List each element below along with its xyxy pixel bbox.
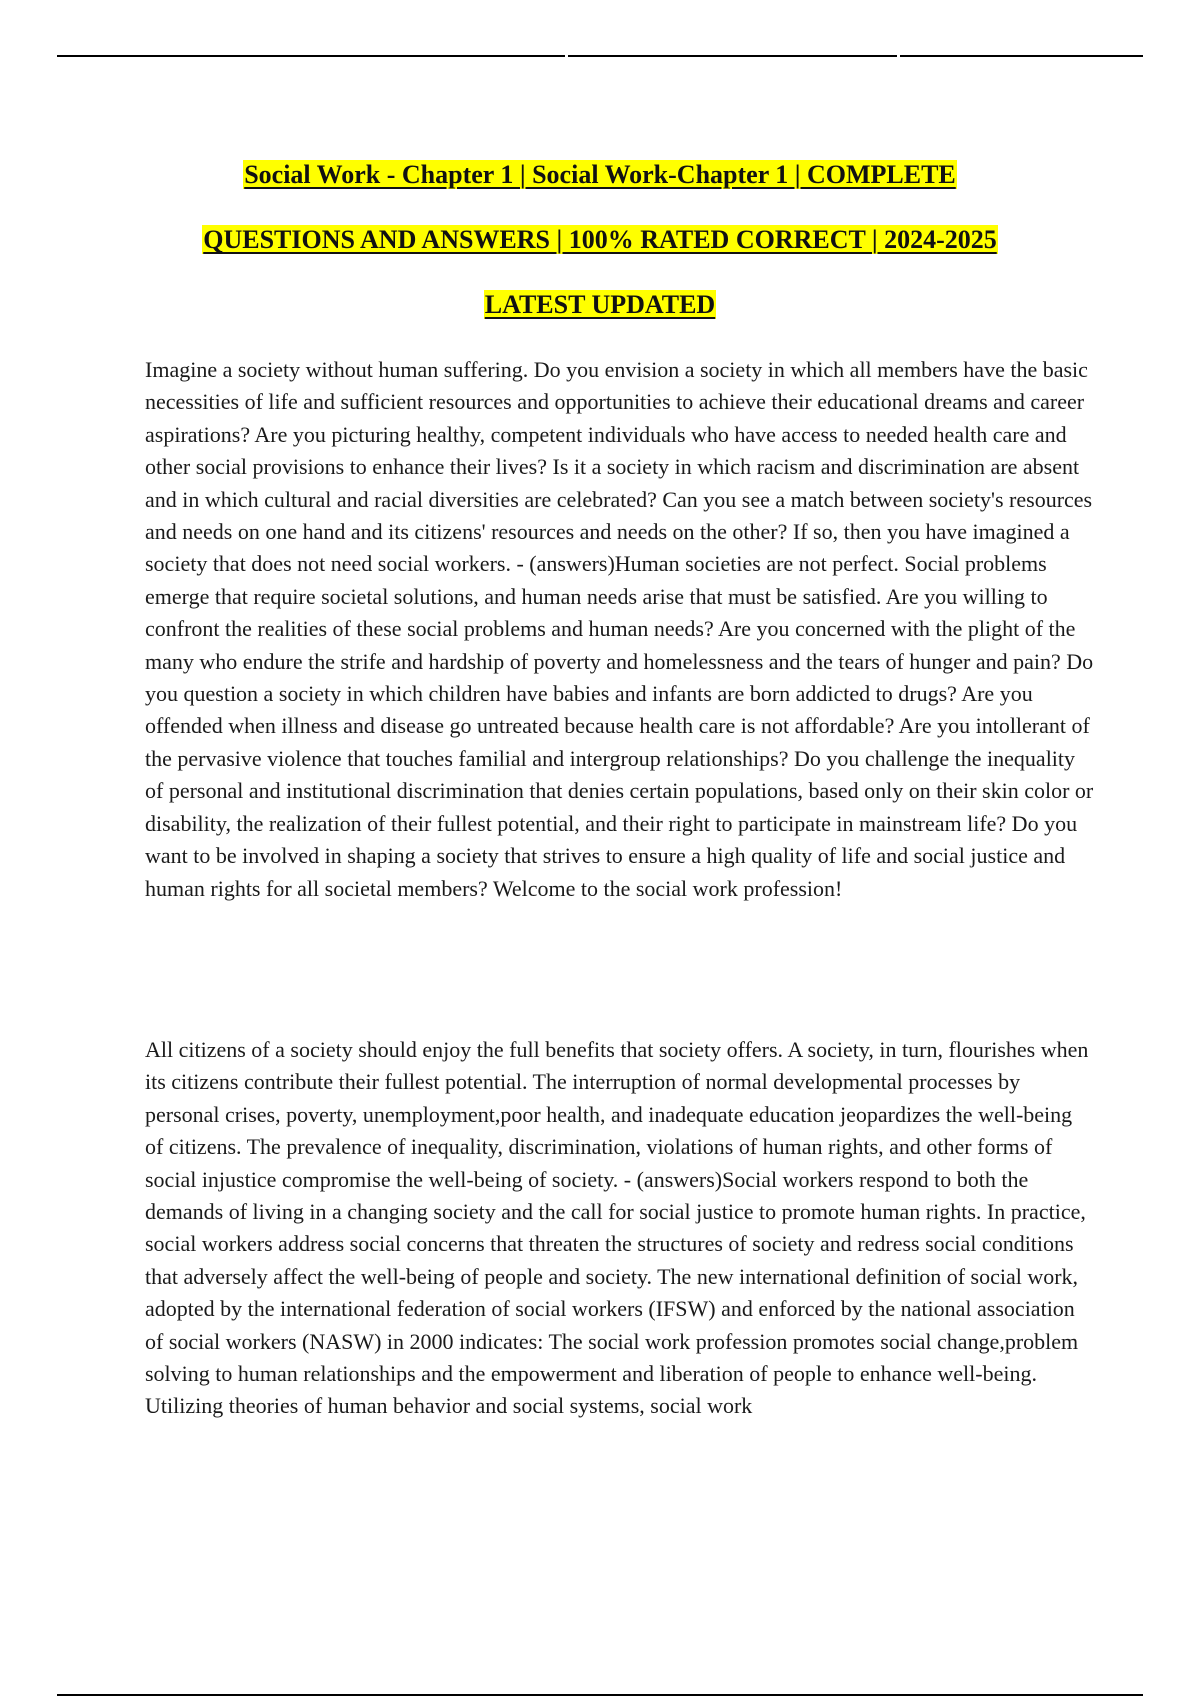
footer-rule [57,1694,1143,1696]
document-title [60,142,1140,337]
body-paragraph-1: Imagine a society without human suffering. Do you envision a society in which all members have the basic necessities of life and sufficient resources and opportunities to achieve their educational dreams and career aspirations? Are you picturing healthy, competent individuals who have access to needed health care and other social provisions to enhance their lives? Is it a society in which racism and discrimination are absent and in which cultural and racial diversities are celebrated? Can you see a match between society's resources and needs on one hand and its citizens' resources and needs on the other? If so, then you have imagined a society that does not need social workers. - (answers)Human societies are not perfect. Social problems emerge that require societal solutions, and human needs arise that must be satisfied. Are you willing to confront the realities of these social problems and human needs? Are you concerned with the plight of the many who endure the strife and hardship of poverty and homelessness and the tears of hunger and pain? Do you question a society in which children have babies and infants are born addicted to drugs? Are you offended when illness and disease go untreated because health care is not affordable? Are you intollerant of the pervasive violence that touches familial and intergroup relationships? Do you challenge the inequality of personal and institutional discrimination that denies certain populations, based only on their skin color or disability, the realization of their fullest potential, and their right to participate in mainstream life? Do you want to be involved in shaping a society that strives to ensure a high quality of life and social justice and human rights for all societal members? Welcome to the social work profession! [145,357,1094,901]
title-line-1: Social Work - Chapter 1 | Social Work-Chapter 1 | COMPLETE [244,160,956,189]
header-rule-gap [897,54,900,58]
title-line-3: LATEST UPDATED [484,290,716,319]
body-paragraph-2: All citizens of a society should enjoy the full benefits that society offers. A society, in turn, flourishes when its citizens contribute their fullest potential. The interruption of normal developmental processes by personal crises, poverty, unemployment,poor health, and inadequate education jeopardizes the well-being of citizens. The prevalence of inequality, discrimination, violations of human rights, and other forms of social injustice compromise the well-being of society. - (answers)Social workers respond to both the demands of living in a changing society and the call for social justice to promote human rights. In practice, social workers address social concerns that threaten the structures of society and redress social conditions that adversely affect the well-being of people and society. The new international definition of social work, adopted by the international federation of social workers (IFSW) and enforced by the national association of social workers (NASW) in 2000 indicates: The social work profession promotes social change,problem solving to human relationships and the empowerment and liberation of people to enhance well-being. Utilizing theories of human behavior and social systems, social work [145,1037,1089,1419]
header-rule [57,55,1143,57]
header-rule-gap [565,54,568,58]
title-line-2: QUESTIONS AND ANSWERS | 100% RATED CORRECT | 2024-2025 [203,225,997,254]
